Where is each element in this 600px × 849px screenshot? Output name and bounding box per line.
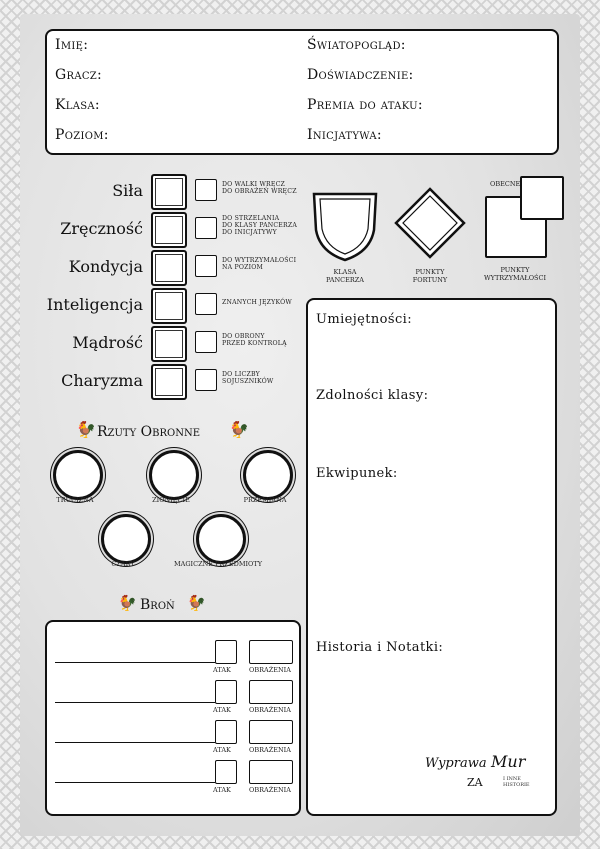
weapon-damage-box[interactable] [249,640,293,664]
save-poison-circle[interactable] [53,450,103,500]
weapon-damage-box[interactable] [249,720,293,744]
history-notes-label: Historia i Notatki: [316,640,444,655]
save-magic-items-label: MAGICZNE PRZEDMIOTY [173,560,263,568]
fortune-points-label: PUNKTY FORTUNY [412,268,448,284]
save-polymorph-circle[interactable] [243,450,293,500]
weapons-box [45,620,301,816]
save-poison-label: TRUCIZNA [56,496,94,504]
logo-tagline: I INNE HISTORIE [503,776,530,788]
attribute-modifier-strength[interactable] [195,179,217,201]
save-spells-label: CZARY [111,560,135,568]
attribute-name-strength: Siła [112,181,143,200]
initiative-label: Inicjatywa: [307,127,382,143]
armor-class-label: KLASA PANCERZA [326,268,364,284]
weapon-name-line[interactable] [55,662,215,663]
save-magic-items-circle[interactable] [196,514,246,564]
weapon-name-line[interactable] [55,702,215,703]
name-label: Imię: [55,37,89,53]
save-breath-label: ZIONIĘCIE [152,496,190,504]
attribute-score-charisma[interactable] [151,364,187,400]
save-breath-circle[interactable] [149,450,199,500]
attribute-note-strength: DO WALKI WRĘCZ DO OBRAŻEŃ WRĘCZ [222,181,297,195]
attribute-score-dexterity[interactable] [151,212,187,248]
attribute-note-charisma: DO LICZBY SOJUSZNIKÓW [222,371,274,385]
publisher-logo [423,750,545,806]
weapon-attack-label: ATAK [213,666,231,674]
attribute-name-wisdom: Mądrość [72,333,143,352]
character-info-box [45,29,559,155]
weapon-damage-box[interactable] [249,760,293,784]
attribute-modifier-charisma[interactable] [195,369,217,391]
attribute-name-dexterity: Zręczność [60,219,143,238]
weapons-title: Broń [140,597,175,613]
current-hp-label: OBECNE [490,180,521,188]
notes-panel [306,298,557,816]
attribute-note-constitution: DO WYTRZYMAŁOŚCI NA POZIOM [222,257,297,271]
attribute-note-dexterity: DO STRZELANIA DO KLASY PANCERZA DO INICJATYWY [222,215,298,236]
rooster-right-icon: 🐓 [229,420,249,439]
attribute-modifier-intelligence[interactable] [195,293,217,315]
rooster-left-icon: 🐓 [76,420,96,439]
equipment-label: Ekwipunek: [316,466,398,481]
logo-word-mur: Mur [491,752,526,771]
weapon-attack-label: ATAK [213,786,231,794]
class-abilities-label: Zdolności klasy: [316,388,429,403]
alignment-label: Światopogląd: [307,37,406,53]
weapon-name-line[interactable] [55,742,215,743]
attribute-score-intelligence[interactable] [151,288,187,324]
weapon-attack-box[interactable] [215,760,237,784]
weapon-attack-box[interactable] [215,720,237,744]
rooster-weapons-left-icon: 🐓 [118,594,137,612]
hit-points-label: PUNKTY WYTRZYMAŁOŚCI [483,266,547,282]
attribute-name-constitution: Kondycja [68,257,143,276]
weapon-attack-label: ATAK [213,706,231,714]
rooster-weapons-right-icon: 🐓 [187,594,206,612]
armor-class-shield-icon[interactable] [308,186,382,264]
saving-throws-title: Rzuty Obronne [97,424,200,440]
attribute-name-charisma: Charyzma [61,371,143,390]
attribute-note-intelligence: ZNANYCH JĘZYKÓW [222,299,292,306]
attribute-modifier-dexterity[interactable] [195,217,217,239]
weapon-damage-label: OBRAŻENIA [249,666,291,674]
current-hp-box[interactable] [520,176,564,220]
level-label: Poziom: [55,127,109,143]
save-spells-circle[interactable] [101,514,151,564]
experience-label: Doświadczenie: [307,67,414,83]
attribute-modifier-wisdom[interactable] [195,331,217,353]
attribute-note-wisdom: DO OBRONY PRZED KONTROLĄ [222,333,287,347]
attribute-score-strength[interactable] [151,174,187,210]
player-label: Gracz: [55,67,103,83]
weapon-damage-label: OBRAŻENIA [249,786,291,794]
logo-word-wyprawa: Wyprawa [425,756,487,771]
class-label: Klasa: [55,97,100,113]
attribute-score-constitution[interactable] [151,250,187,286]
weapon-name-line[interactable] [55,782,215,783]
attribute-name-intelligence: Inteligencja [46,295,143,314]
attribute-score-wisdom[interactable] [151,326,187,362]
fortune-points-diamond-icon[interactable] [393,186,467,260]
logo-word-za: ZA [467,776,483,789]
skills-label: Umiejętności: [316,312,412,327]
weapon-attack-box[interactable] [215,640,237,664]
weapon-damage-label: OBRAŻENIA [249,746,291,754]
weapon-attack-label: ATAK [213,746,231,754]
weapon-damage-label: OBRAŻENIA [249,706,291,714]
attack-bonus-label: Premia do ataku: [307,97,423,113]
attribute-modifier-constitution[interactable] [195,255,217,277]
weapon-attack-box[interactable] [215,680,237,704]
weapon-damage-box[interactable] [249,680,293,704]
save-polymorph-label: PRZEMIANA [243,496,287,504]
